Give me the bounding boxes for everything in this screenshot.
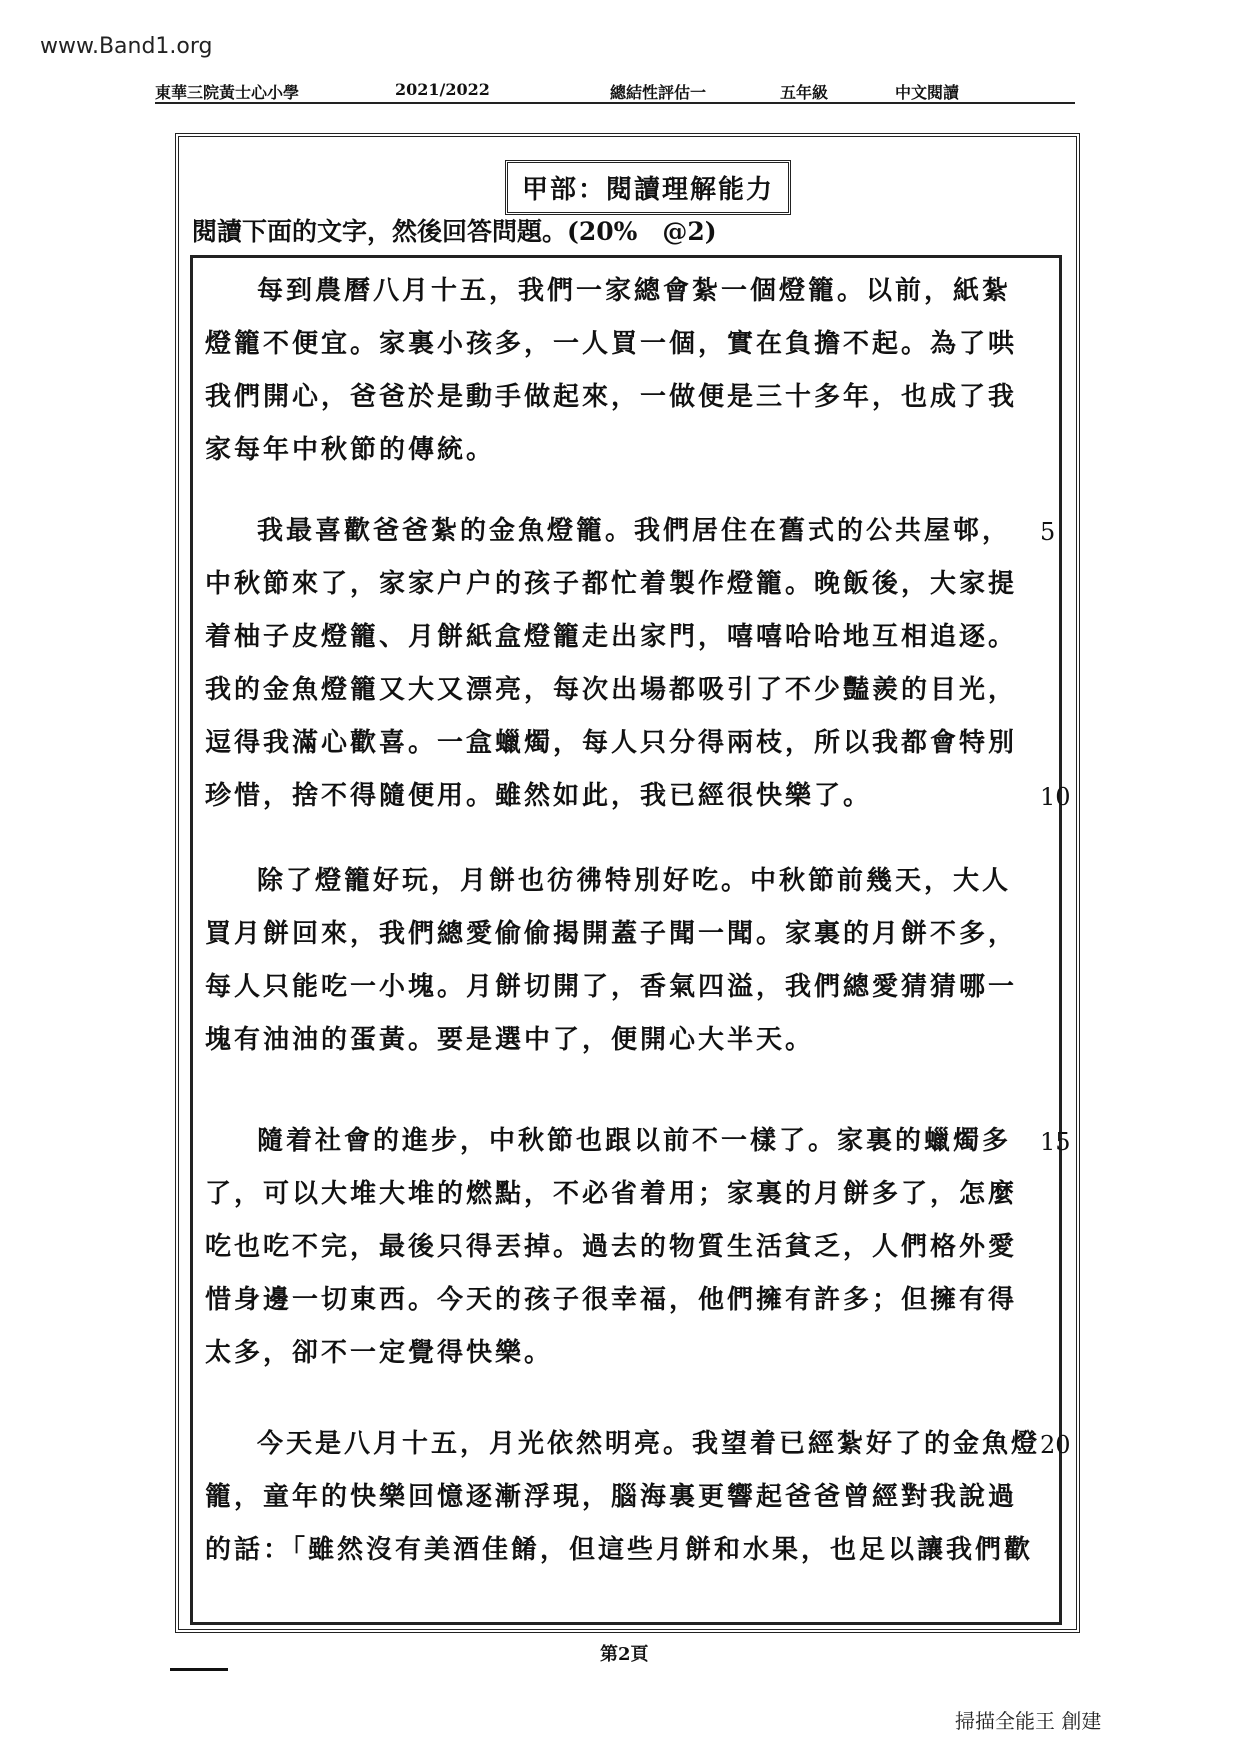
header-subject: 中文閱讀 [895, 83, 960, 102]
passage-line: 逗得我滿心歡喜。一盒蠟燭，每人只分得兩枝，所以我都會特別 [205, 728, 1018, 758]
passage-line: 今天是八月十五，月光依然明亮。我望着已經紮好了的金魚燈 [257, 1429, 1041, 1459]
passage-line: 我的金魚燈籠又大又漂亮，每次出場都吸引了不少豔羨的目光， [205, 675, 1018, 705]
passage-paragraph-4 [205, 1115, 1018, 1380]
passage-line: 我最喜歡爸爸紮的金魚燈籠。我們居住在舊式的公共屋邨， [257, 516, 1012, 546]
line-number-15: 15 [1040, 1128, 1071, 1156]
passage-line: 塊有油油的蛋黃。要是選中了，便開心大半天。 [205, 1025, 815, 1055]
page-header [155, 80, 1075, 104]
passage-paragraph-2 [205, 505, 1018, 823]
passage-line: 籠，童年的快樂回憶逐漸浮現，腦海裏更響起爸爸曾經對我說過 [205, 1482, 1018, 1512]
passage-line: 的話：「雖然沒有美酒佳餚，但這些月餅和水果，也足以讓我們歡 [205, 1535, 1034, 1565]
header-school: 東華三院黃士心小學 [155, 83, 300, 102]
passage-line: 吃也吃不完，最後只得丟掉。過去的物質生活貧乏，人們格外愛 [205, 1232, 1018, 1262]
passage-line: 每到農曆八月十五，我們一家總會紮一個燈籠。以前，紙紮 [257, 276, 1012, 306]
page-number: 第2頁 [600, 1644, 649, 1665]
line-number-10: 10 [1040, 783, 1071, 811]
passage-line: 除了燈籠好玩，月餅也彷彿特別好吃。中秋節前幾天，大人 [257, 866, 1012, 896]
line-number-20: 20 [1040, 1431, 1071, 1459]
passage-line: 惜身邊一切東西。今天的孩子很幸福，他們擁有許多；但擁有得 [205, 1285, 1018, 1315]
passage-line: 買月餅回來，我們總愛偷偷揭開蓋子聞一聞。家裏的月餅不多， [205, 919, 1018, 949]
section-title: 甲部：閱讀理解能力 [505, 160, 791, 215]
instruction-text: 閱讀下面的文字，然後回答問題。(20% @2) [192, 217, 717, 246]
passage-line: 每人只能吃一小塊。月餅切開了，香氣四溢，我們總愛猜猜哪一 [205, 972, 1018, 1002]
header-assessment: 總結性評估一 [610, 83, 707, 102]
passage-line: 燈籠不便宜。家裏小孩多，一人買一個，實在負擔不起。為了哄 [205, 329, 1018, 359]
scanner-watermark: 掃描全能王 創建 [955, 1709, 1102, 1733]
passage-line: 隨着社會的進步，中秋節也跟以前不一樣了。家裏的蠟燭多 [257, 1126, 1012, 1156]
passage-line: 珍惜，捨不得隨便用。雖然如此，我已經很快樂了。 [205, 781, 873, 811]
footer-dash [170, 1668, 228, 1671]
passage-line: 家每年中秋節的傳統。 [205, 435, 496, 465]
site-watermark: www.Band1.org [40, 34, 213, 59]
passage-line: 中秋節來了，家家户户的孩子都忙着製作燈籠。晚飯後，大家提 [205, 569, 1018, 599]
header-year: 2021/2022 [395, 80, 490, 99]
passage-line: 了，可以大堆大堆的燃點，不必省着用；家裏的月餅多了，怎麼 [205, 1179, 1018, 1209]
header-grade: 五年級 [780, 83, 829, 102]
passage-line: 着柚子皮燈籠、月餅紙盒燈籠走出家門，嘻嘻哈哈地互相追逐。 [205, 622, 1018, 652]
passage-paragraph-3 [205, 855, 1018, 1067]
passage-line: 太多，卻不一定覺得快樂。 [205, 1338, 554, 1368]
passage-paragraph-5 [205, 1418, 1041, 1577]
passage-paragraph-1 [205, 265, 1018, 477]
passage-line: 我們開心，爸爸於是動手做起來，一做便是三十多年，也成了我 [205, 382, 1018, 412]
line-number-5: 5 [1040, 518, 1056, 546]
